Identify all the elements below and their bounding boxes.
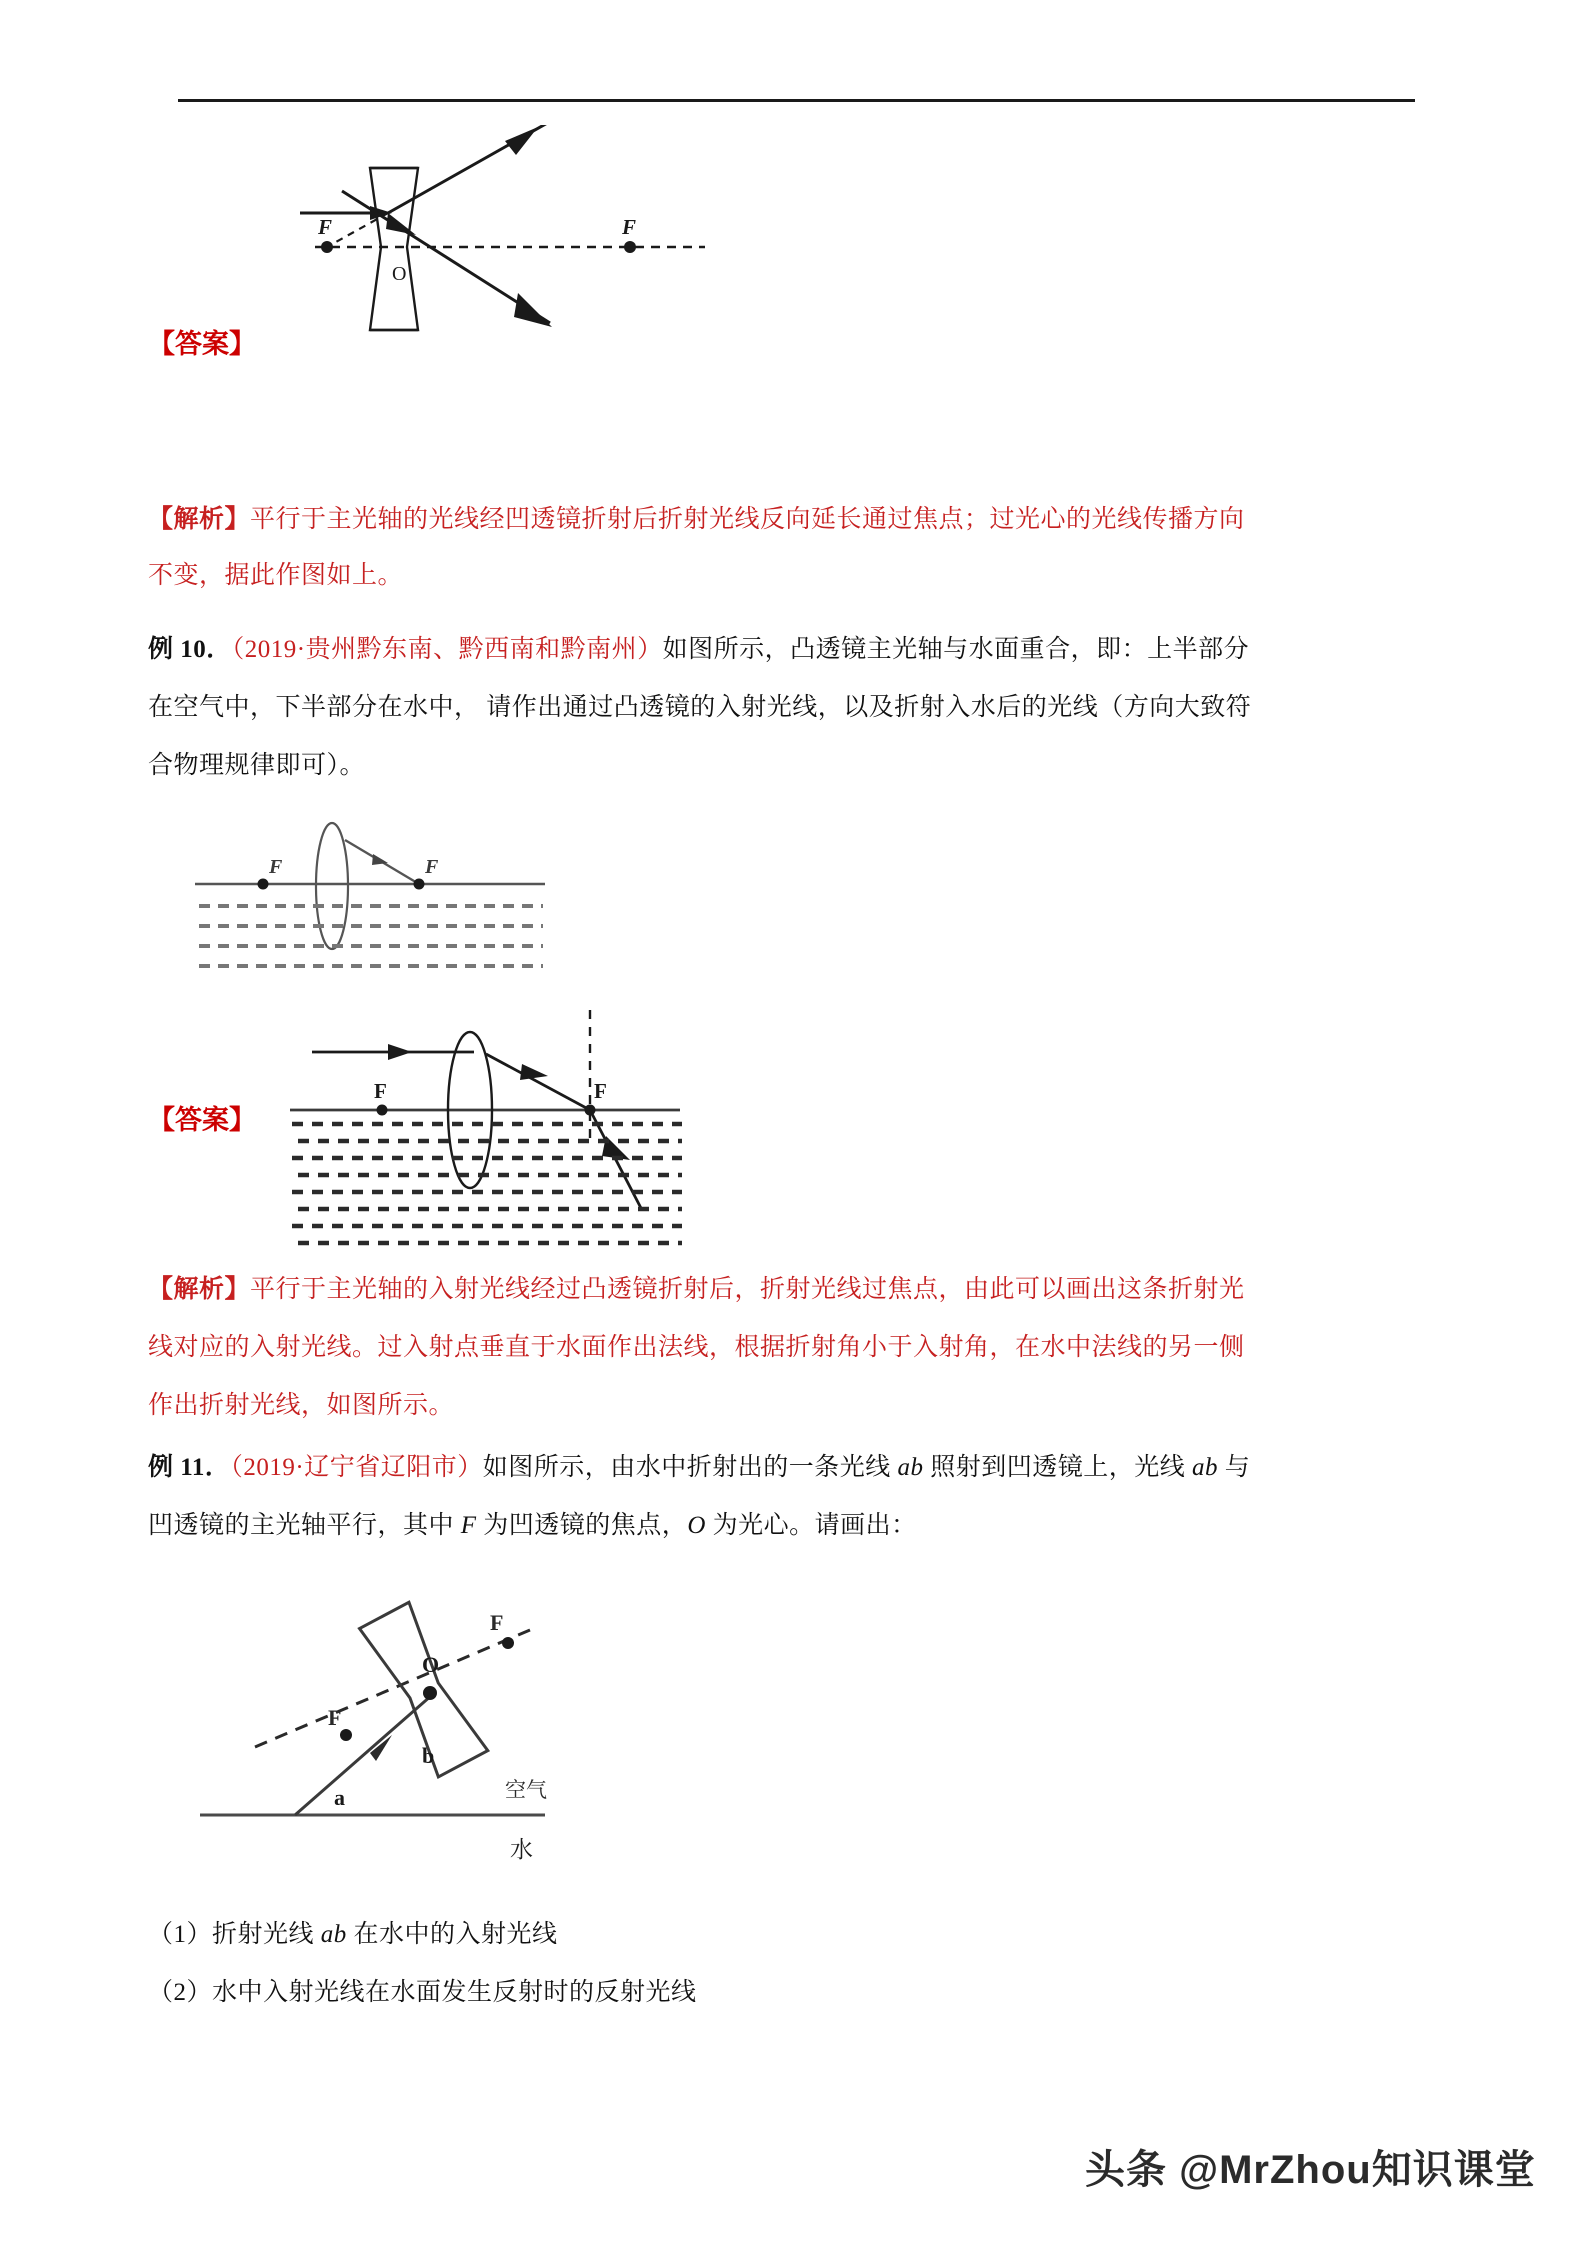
svg-text:水: 水 (510, 1836, 533, 1862)
svg-text:F: F (490, 1610, 504, 1635)
figure-example11 (200, 1575, 600, 1900)
example10-body1: 如图所示，凸透镜主光轴与水面重合，即：上半部分 (662, 636, 1250, 663)
analysis-ex9-text1: 平行于主光轴的光线经凹透镜折射后折射光线反向延长通过焦点；过光心的光线传播方向 (250, 506, 1245, 533)
analysis-ex10-text1: 平行于主光轴的入射光线经过凸透镜折射后，折射光线过焦点，由此可以画出这条折射光 (250, 1276, 1245, 1303)
example11-question-2: （2）水中入射光线在水面发生反射时的反射光线 (148, 1979, 697, 2006)
analysis-ex9-line2: 不变，据此作图如上。 (148, 562, 404, 589)
answer-label-ex10: 【答案】 (148, 1105, 256, 1135)
example11-F-symbol: F (460, 1512, 477, 1539)
example11-ab-2: ab (1191, 1454, 1218, 1481)
svg-text:F: F (374, 1079, 387, 1103)
svg-text:O: O (422, 1652, 440, 1677)
example11-body-line2 (148, 1495, 917, 1557)
example10-source: （2019·贵州黔东南、黔西南和黔南州） (231, 636, 663, 663)
svg-text:F: F (622, 215, 637, 239)
example11-body2a: 凹透镜的主光轴平行，其中 (148, 1512, 461, 1539)
figure-example10-answer (290, 1010, 690, 1260)
analysis-ex9-line1 (148, 489, 1245, 551)
example11-body1b: 照射到凹透镜上，光线 (923, 1454, 1192, 1481)
example11-body2c: 为光心。请画出： (705, 1512, 917, 1539)
svg-text:F: F (318, 215, 333, 239)
q1-prefix: （1）折射光线 (148, 1921, 321, 1948)
example11-question-1 (148, 1914, 558, 1950)
svg-text:F: F (594, 1079, 607, 1103)
figure-concave-lens-answer (300, 125, 720, 350)
example10-heading (148, 619, 1249, 681)
svg-text:F: F (425, 856, 439, 878)
example10-body-line2: 在空气中，下半部分在水中， 请作出通过凸透镜的入射光线，以及折射入水后的光线（方向大致符 (148, 694, 1252, 721)
svg-text:O: O (392, 263, 407, 285)
analysis-ex10-line1 (148, 1259, 1245, 1321)
example11-source: （2019·辽宁省辽阳市） (230, 1454, 483, 1481)
example11-number: 例 11． (148, 1454, 231, 1481)
svg-text:F: F (269, 856, 283, 878)
example11-ab-1: ab (897, 1454, 924, 1481)
header-rule (178, 99, 1415, 102)
answer-label-ex9: 【答案】 (148, 329, 256, 359)
analysis-ex10-line3: 作出折射光线，如图所示。 (148, 1392, 455, 1419)
example11-heading (148, 1437, 1250, 1499)
example10-body-line3: 合物理规律即可）。 (148, 752, 366, 779)
svg-text:a: a (334, 1785, 345, 1810)
example11-body2b: 为凹透镜的焦点， (476, 1512, 688, 1539)
analysis-tag-ex10: 【解析】 (148, 1276, 251, 1303)
svg-text:空气: 空气 (505, 1779, 547, 1802)
example11-body1c: 与 (1217, 1454, 1251, 1481)
q1-suffix: 在水中的入射光线 (346, 1921, 558, 1948)
analysis-tag-ex9: 【解析】 (148, 506, 251, 533)
svg-text:b: b (422, 1743, 435, 1768)
svg-text:F: F (328, 1705, 342, 1730)
figure-example10-question (195, 818, 555, 993)
example11-O-symbol: O (687, 1512, 706, 1539)
example11-body1a: 如图所示，由水中折射出的一条光线 (482, 1454, 898, 1481)
q1-ab: ab (320, 1921, 347, 1948)
example10-number: 例 10． (148, 636, 232, 663)
footer-watermark: 头条 @MrZhou知识课堂 (1085, 2148, 1536, 2192)
analysis-ex10-line2: 线对应的入射光线。过入射点垂直于水面作出法线，根据折射角小于入射角，在水中法线的另一侧 (148, 1334, 1245, 1361)
